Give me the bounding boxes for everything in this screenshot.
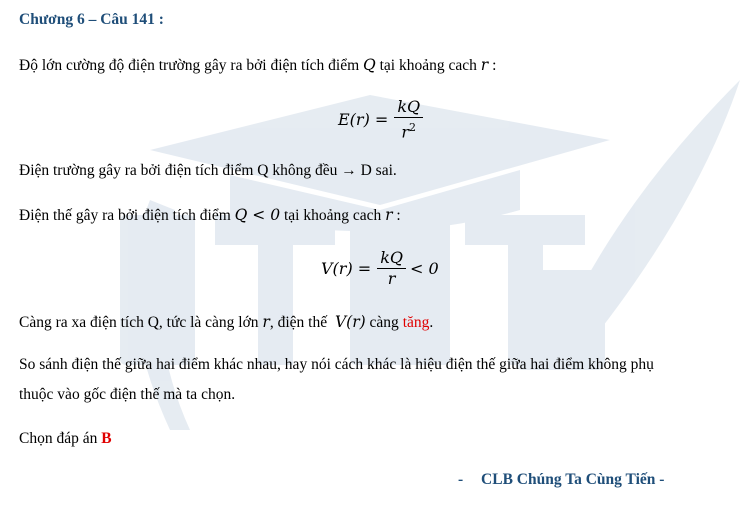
p4-text-c: càng [369,314,399,331]
footer-club-name: CLB Chúng Ta Cùng Tiến [481,471,656,488]
var-q: Q [363,56,376,74]
paragraph-compare-line2: thuộc vào gốc điện thế mà ta chọn. [19,386,236,403]
p3-text-c: : [396,207,401,224]
p4-highlight-increase: tăng [402,314,430,331]
formula-potential [321,248,439,289]
page-title: Chương 6 – Câu 141 : [19,11,164,28]
footer-signature [458,471,664,489]
formula1-lhs: E(r) = [338,110,389,130]
formula1-den-exp: 2 [409,121,417,134]
footer-dash-left: - [458,471,464,488]
p1-text-b: tại khoảng cach [379,57,477,74]
p4-math-v: V(r) [334,313,366,331]
p1-text-c: : [492,57,497,74]
p4-text-a: Càng ra xa điện tích Q, tức là càng lớn [19,314,259,331]
answer-value: B [101,430,112,447]
p4-text-d: . [429,314,434,331]
paragraph-potential-increase [19,313,433,332]
formula2-lhs: V(r) = [321,259,372,278]
p4-text-b: , điện thế [269,314,328,331]
formula2-rhs: < 0 [410,259,439,278]
p4-var-r: r [262,313,270,331]
formula1-den-base: r [401,122,410,142]
formula2-denominator: r [387,269,396,288]
formula1-denominator [394,118,423,142]
formula2-fraction [377,248,406,289]
paragraph-potential [19,206,401,225]
answer-line [19,430,112,448]
p3-math-q-lt-0: Q < 0 [234,206,281,224]
formula1-numerator: kQ [394,97,423,118]
formula2-numerator: kQ [377,248,406,269]
paragraph-field-magnitude [19,56,496,75]
p3-text-b: tại khoảng cach [283,207,382,224]
p3-text-a: Điện thế gây ra bởi điện tích điểm [19,207,231,224]
p1-text-a: Độ lớn cường độ điện trường gây ra bởi điện tích điểm [19,57,360,74]
p3-var-r: r [385,206,393,224]
formula-electric-field [338,97,423,142]
footer-dash-right: - [659,471,665,488]
paragraph-nonuniform-field: Điện trường gây ra bởi điện tích điểm Q không đều → D sai. [19,162,397,179]
formula1-fraction [394,97,423,142]
var-r: r [480,56,489,74]
paragraph-compare-line1: So sánh điện thế giữa hai điểm khác nhau, hay nói cách khác là hiệu điện thế giữa hai điểm không phụ [19,356,654,373]
answer-label: Chọn đáp án [19,430,98,447]
